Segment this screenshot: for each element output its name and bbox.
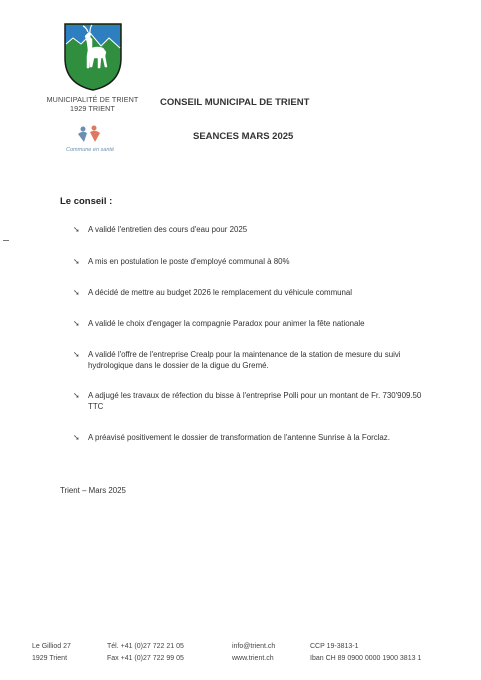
list-item-text: A adjugé les travaux de réfection du bisse à l'entreprise Polli pour un montant de Fr. 730'909.50 TTC <box>88 391 422 411</box>
footer-ccp: CCP 19-3813-1 <box>310 643 359 650</box>
footer-contact <box>232 641 275 664</box>
footer-address-line2: 1929 Trient <box>32 654 68 662</box>
footer-address <box>32 641 71 664</box>
list-item-text: A mis en postulation le poste d'employé communal à 80% <box>88 257 290 266</box>
arrow-bullet-icon: ➘ <box>73 391 80 400</box>
arrow-bullet-icon: ➘ <box>73 319 80 328</box>
list-item <box>73 288 433 299</box>
municipality-address: 1929 TRIENT <box>70 104 115 113</box>
footer-web[interactable]: www.trient.ch <box>232 654 274 662</box>
list-item <box>73 257 433 268</box>
page-title: CONSEIL MUNICIPAL DE TRIENT <box>160 97 310 108</box>
list-item <box>73 225 433 236</box>
page-subtitle: SEANCES MARS 2025 <box>193 131 294 142</box>
footer-phones <box>107 641 184 664</box>
margin-mark <box>3 240 9 241</box>
footer-email[interactable]: info@trient.ch <box>232 643 276 650</box>
footer-bank <box>310 641 421 664</box>
arrow-bullet-icon: ➘ <box>73 350 80 359</box>
commune-en-sante-logo <box>75 124 103 144</box>
footer-iban: Iban CH 89 0900 0000 1900 3813 1 <box>310 654 422 662</box>
list-item-text: A validé l'entretien des cours d'eau pour 2025 <box>88 225 248 234</box>
footer-fax: Fax +41 (0)27 722 99 05 <box>107 654 184 662</box>
health-label: Commune en santé <box>66 147 114 153</box>
coat-of-arms-icon <box>63 22 123 92</box>
municipality-block <box>30 95 155 113</box>
list-item <box>73 350 433 371</box>
list-item-text: A préavisé positivement le dossier de transformation de l'antenne Sunrise à la Forclaz. <box>88 433 390 442</box>
list-item-text: A validé l'offre de l'entreprise Crealp pour la maintenance de la station de mesure du suivi hydrologique dans le dossier de la digue du Gremé. <box>88 350 401 370</box>
list-item <box>73 391 433 412</box>
footer-tel: Tél. +41 (0)27 722 21 05 <box>107 643 184 650</box>
municipality-name: MUNICIPALITÉ DE TRIENT <box>46 95 139 104</box>
arrow-bullet-icon: ➘ <box>73 257 80 266</box>
list-item-text: A décidé de mettre au budget 2026 le remplacement du véhicule communal <box>88 288 353 297</box>
list-item-text: A validé le choix d'engager la compagnie Paradox pour animer la fête nationale <box>88 319 365 328</box>
arrow-bullet-icon: ➘ <box>73 225 80 234</box>
list-item <box>73 319 433 330</box>
intro-heading: Le conseil : <box>60 196 113 207</box>
footer-address-line1: Le Gilliod 27 <box>32 643 71 650</box>
closing-date: Trient – Mars 2025 <box>60 486 126 495</box>
arrow-bullet-icon: ➘ <box>73 433 80 442</box>
arrow-bullet-icon: ➘ <box>73 288 80 297</box>
list-item <box>73 433 433 444</box>
